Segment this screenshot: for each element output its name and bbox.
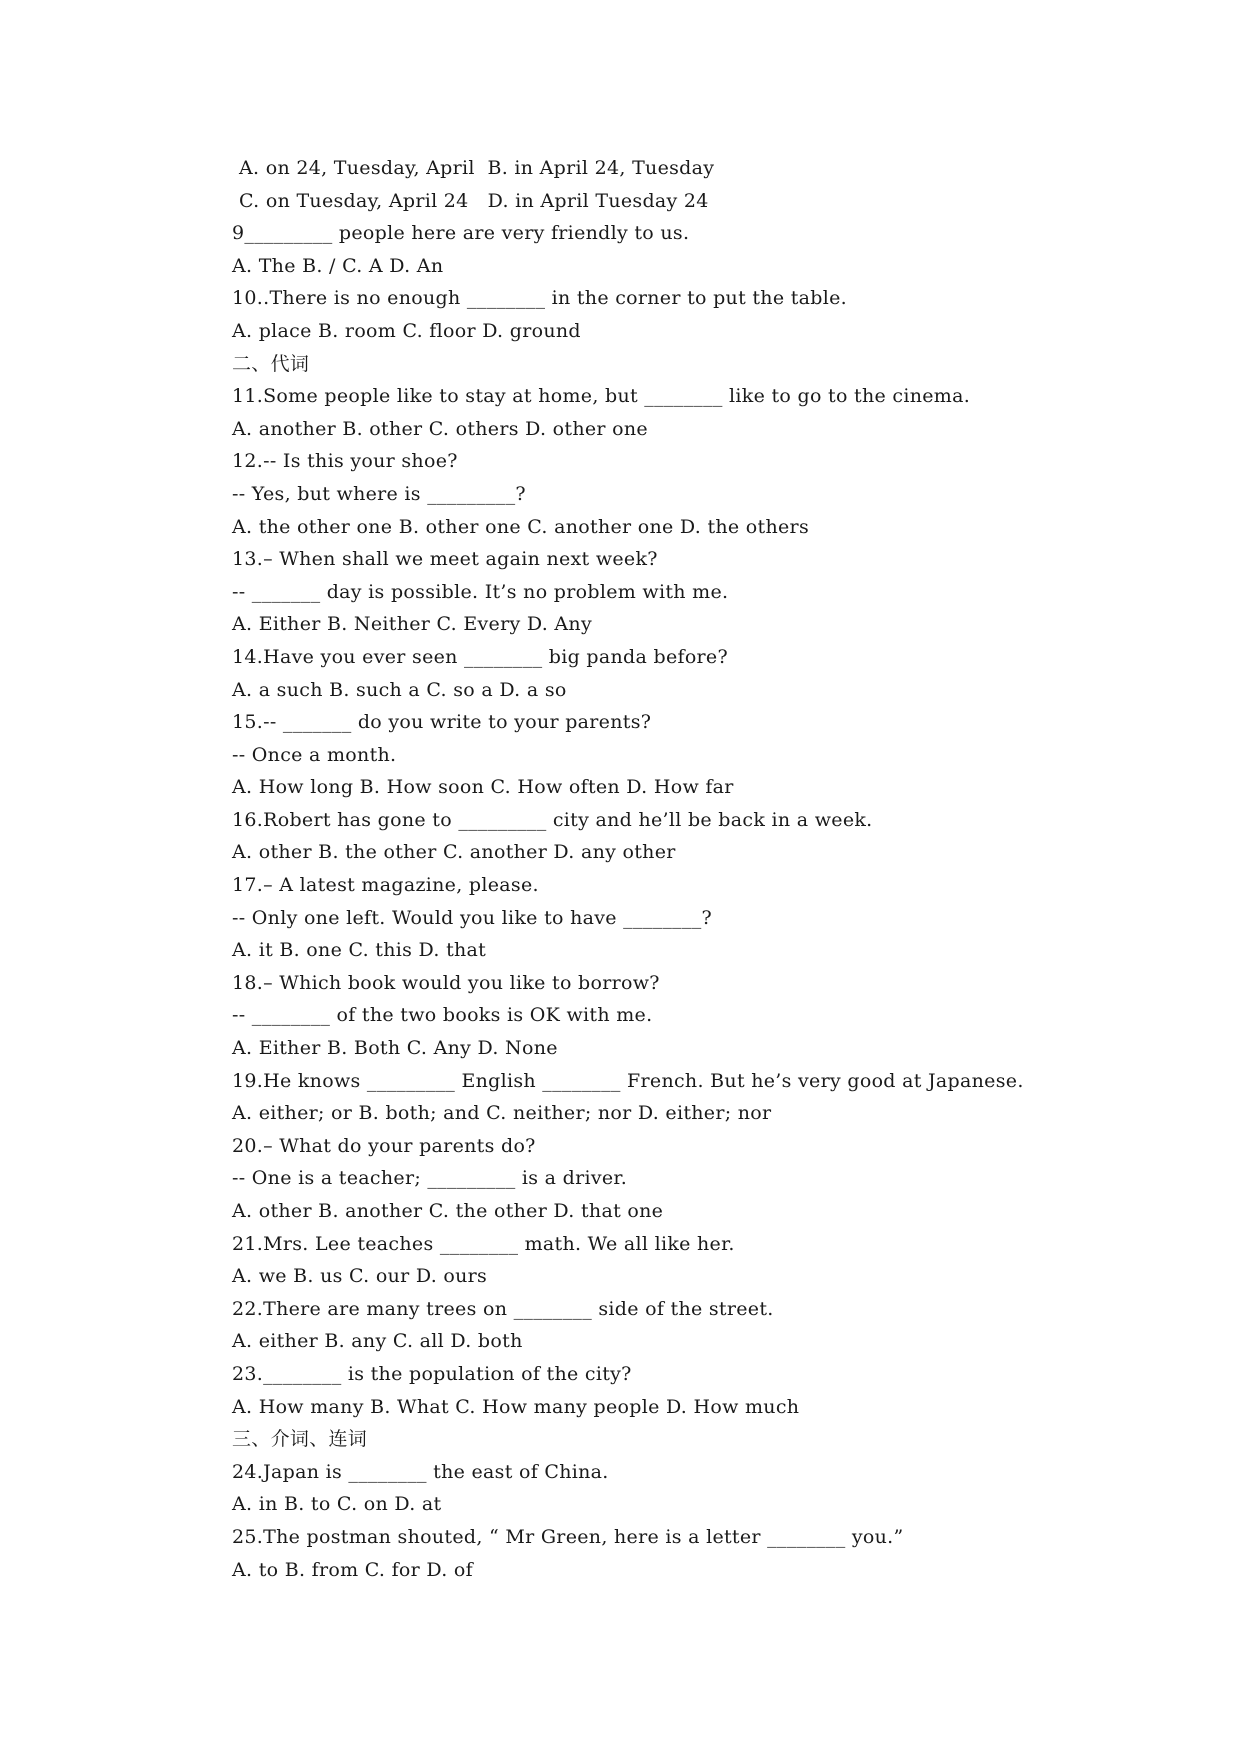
answer-options: A. it B. one C. this D. that xyxy=(232,939,487,962)
answer-options: A. on 24, Tuesday, April B. in April 24, Tuesday xyxy=(239,157,715,179)
question-line: 25.The postman shouted, “ Mr Green, here is a letter ________ you.” xyxy=(232,1525,904,1548)
question-line: -- _______ day is possible. It’s no problem with me. xyxy=(232,580,729,603)
question-line: 10..There is no enough ________ in the corner to put the table. xyxy=(232,287,847,310)
question-line: 21.Mrs. Lee teaches ________ math. We all like her. xyxy=(232,1232,735,1255)
answer-options: C. on Tuesday, April 24 D. in April Tuesday 24 xyxy=(239,189,709,212)
question-line: 12.-- Is this your shoe? xyxy=(232,450,458,473)
answer-options: A. Either B. Neither C. Every D. Any xyxy=(232,613,592,636)
answer-options: A. to B. from C. for D. of xyxy=(232,1558,474,1581)
answer-options: A. How long B. How soon C. How often D. How far xyxy=(232,776,734,799)
question-line: -- One is a teacher; _________ is a driver. xyxy=(232,1167,628,1190)
answer-options: A. another B. other C. others D. other one xyxy=(232,417,648,440)
answer-options: A. other B. another C. the other D. that one xyxy=(232,1200,664,1222)
question-line: 17.– A latest magazine, please. xyxy=(232,874,539,897)
answer-options: A. a such B. such a C. so a D. a so xyxy=(232,678,567,701)
section-heading: 二、代词 xyxy=(232,352,310,375)
answer-options: A. the other one B. other one C. another one D. the others xyxy=(232,515,809,538)
question-line: 23.________ is the population of the city? xyxy=(232,1362,632,1385)
question-line: -- ________ of the two books is OK with me. xyxy=(232,1004,653,1027)
answer-options: A. we B. us C. our D. ours xyxy=(232,1265,488,1288)
question-line: 11.Some people like to stay at home, but ________ like to go to the cinema. xyxy=(232,385,971,408)
question-line: 19.He knows _________ English ________ French. But he’s very good at Japanese. xyxy=(232,1069,1024,1092)
answer-options: A. other B. the other C. another D. any other xyxy=(232,841,676,864)
question-line: 9_________ people here are very friendly to us. xyxy=(232,222,690,245)
question-line: 13.– When shall we meet again next week? xyxy=(232,548,658,571)
answer-options: A. either; or B. both; and C. neither; nor D. either; nor xyxy=(232,1102,772,1125)
answer-options: A. place B. room C. floor D. ground xyxy=(232,319,581,342)
answer-options: A. How many B. What C. How many people D. How much xyxy=(232,1395,800,1418)
question-line: 20.– What do your parents do? xyxy=(232,1134,536,1157)
worksheet-page xyxy=(232,152,1132,1586)
question-line: -- Once a month. xyxy=(232,743,397,766)
question-line: -- Yes, but where is _________? xyxy=(232,482,526,505)
answer-options: A. in B. to C. on D. at xyxy=(232,1493,442,1516)
answer-options: A. The B. / C. A D. An xyxy=(232,254,444,277)
question-line: 14.Have you ever seen ________ big panda before? xyxy=(232,645,728,668)
question-line: 22.There are many trees on ________ side of the street. xyxy=(232,1297,774,1320)
question-line: 15.-- _______ do you write to your parents? xyxy=(232,711,652,734)
question-line: 18.– Which book would you like to borrow? xyxy=(232,971,660,994)
question-line: -- Only one left. Would you like to have ________? xyxy=(232,906,713,929)
answer-options: A. either B. any C. all D. both xyxy=(232,1330,523,1353)
question-line: 16.Robert has gone to _________ city and he’ll be back in a week. xyxy=(232,808,873,831)
answer-options: A. Either B. Both C. Any D. None xyxy=(232,1037,558,1060)
question-line: 24.Japan is ________ the east of China. xyxy=(232,1460,609,1483)
section-heading: 三、介词、连词 xyxy=(232,1428,368,1451)
